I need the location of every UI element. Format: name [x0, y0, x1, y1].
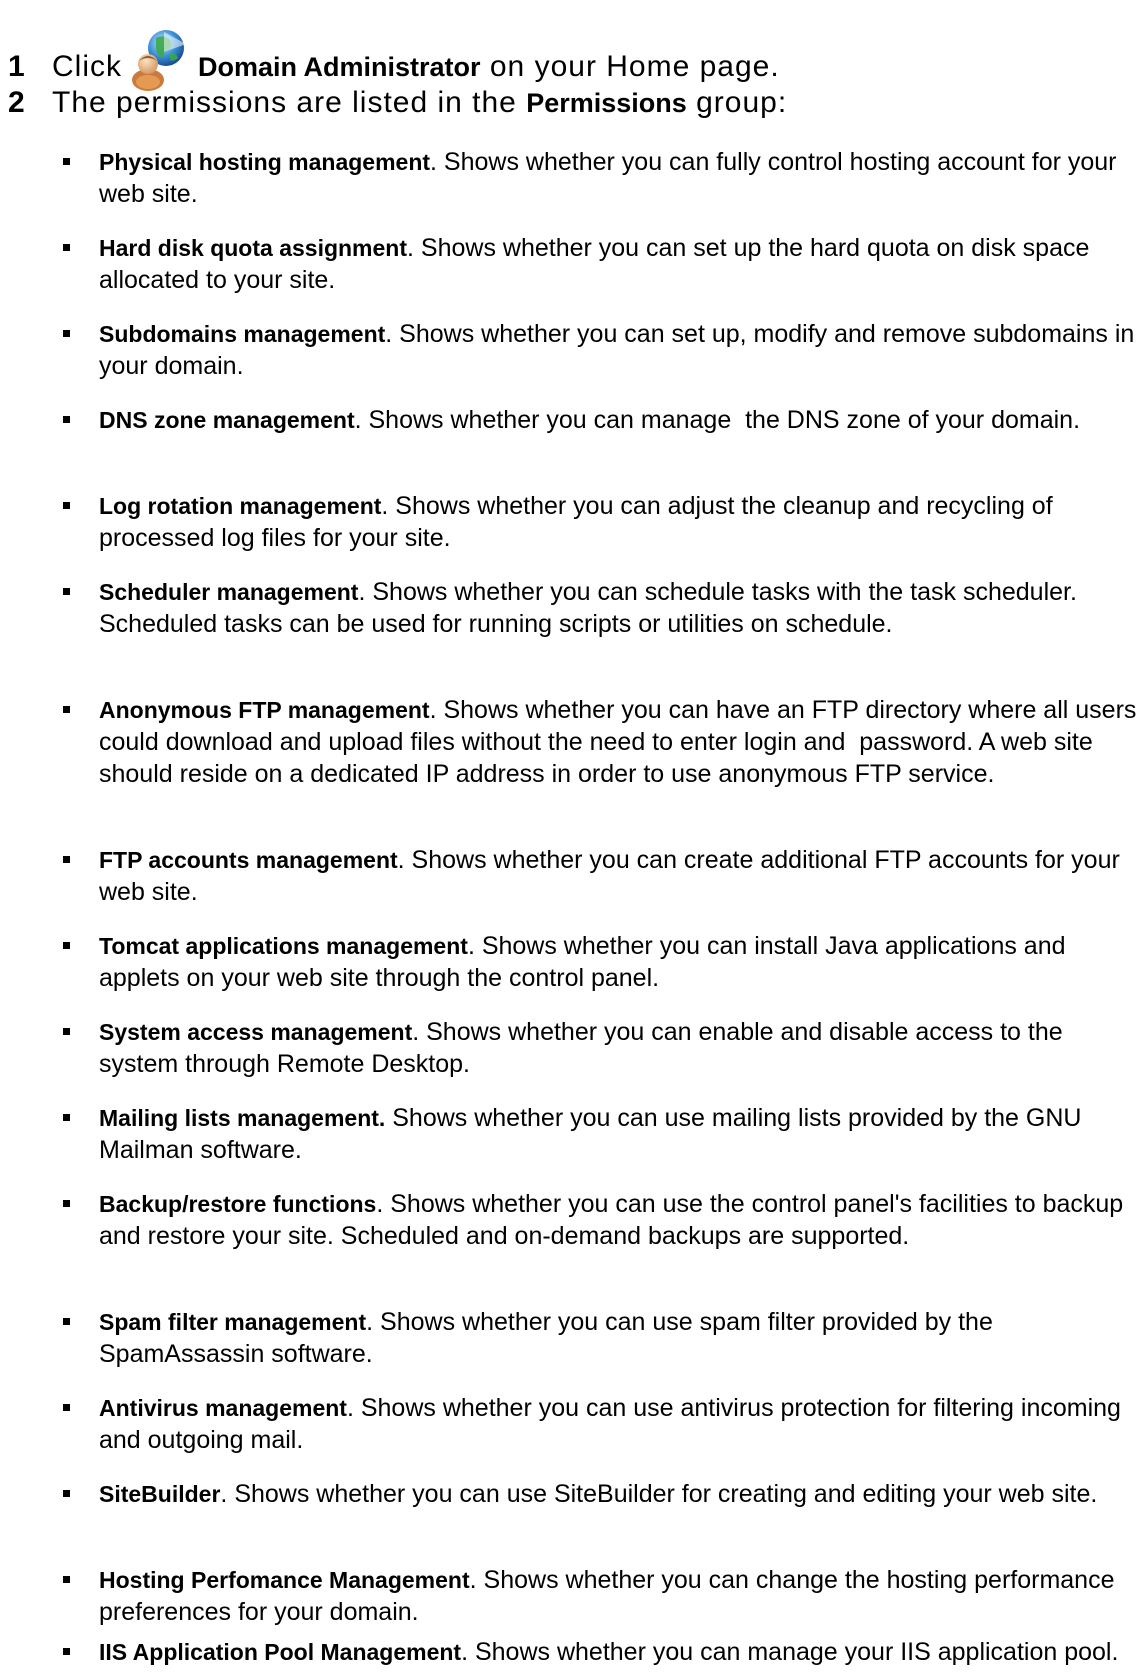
permission-label: System access management — [99, 1019, 413, 1045]
permission-description: . Shows whether you can schedule tasks with the task scheduler. Scheduled tasks can be used for running scripts or utilities on schedule. — [99, 578, 1077, 638]
permission-description: . Shows whether you can use antivirus protection for filtering incoming and outgoing mail. — [99, 1394, 1121, 1454]
step-text-before: The permissions are listed in the — [52, 86, 527, 119]
bullet-icon — [63, 158, 70, 165]
step-2 — [8, 86, 787, 120]
bullet-icon — [63, 502, 70, 509]
permission-description: . Shows whether you can use SiteBuilder for creating and editing your web site. — [220, 1480, 1098, 1508]
permission-description: . Shows whether you can install Java applications and applets on your web site through the control panel. — [99, 932, 1066, 992]
bullet-icon — [63, 1200, 70, 1207]
step-number: 2 — [8, 86, 25, 119]
step-label: Domain Administrator — [198, 51, 481, 82]
permission-label: SiteBuilder — [99, 1481, 221, 1507]
permission-description: . Shows whether you can create additional FTP accounts for your web site. — [99, 846, 1120, 906]
step-text-after: on your Home page. — [480, 50, 780, 83]
permission-label: Log rotation management — [99, 493, 382, 519]
step-label: Permissions — [526, 87, 687, 118]
permission-label: FTP accounts management — [99, 847, 398, 873]
bullet-icon — [63, 706, 70, 713]
permission-description: . Shows whether you can set up, modify and remove subdomains in your domain. — [99, 320, 1135, 380]
permission-label: Tomcat applications management — [99, 933, 468, 959]
permission-label: Physical hosting management — [99, 149, 431, 175]
permission-description: Shows whether you can use mailing lists provided by the GNU Mailman software. — [99, 1104, 1082, 1164]
bullet-icon — [63, 1648, 70, 1655]
bullet-icon — [63, 1404, 70, 1411]
permission-description: . Shows whether you can manage your IIS application pool. — [461, 1638, 1119, 1666]
permission-label: Backup/restore functions — [99, 1191, 377, 1217]
permission-label: Anonymous FTP management — [99, 697, 430, 723]
permission-description: . Shows whether you can enable and disable access to the system through Remote Desktop. — [99, 1018, 1063, 1078]
bullet-icon — [63, 942, 70, 949]
bullet-icon — [63, 588, 70, 595]
permission-description: . Shows whether you can fully control hosting account for your web site. — [99, 148, 1117, 208]
permission-description: . Shows whether you can use spam filter provided by the SpamAssassin software. — [99, 1308, 993, 1368]
bullet-icon — [63, 244, 70, 251]
permission-label: Hard disk quota assignment — [99, 235, 408, 261]
permission-label: Antivirus management — [99, 1395, 347, 1421]
permission-description: . Shows whether you can change the hosting performance preferences for your domain. — [99, 1566, 1115, 1626]
permission-label: DNS zone management — [99, 407, 355, 433]
bullet-icon — [63, 1114, 70, 1121]
bullet-icon — [63, 1576, 70, 1583]
bullet-icon — [63, 856, 70, 863]
permission-description: . Shows whether you can have an FTP directory where all users could download and upload files without the need to enter login and password. A web site should reside on a dedicated IP address in order to use anonymous FTP service. — [99, 696, 1144, 788]
permission-description: . Shows whether you can set up the hard quota on disk space allocated to your site. — [99, 234, 1090, 294]
permission-label: Spam filter management — [99, 1309, 367, 1335]
bullet-icon — [63, 1028, 70, 1035]
step-text-after: group: — [686, 86, 788, 119]
bullet-icon — [63, 1318, 70, 1325]
permission-label: IIS Application Pool Management — [99, 1639, 462, 1665]
permission-description: . Shows whether you can use the control panel's facilities to backup and restore your site. Scheduled and on-demand backups are supported. — [99, 1190, 1124, 1250]
domain-administrator-icon — [126, 26, 192, 92]
permission-label: Subdomains management — [99, 321, 386, 347]
permission-label: Scheduler management — [99, 579, 359, 605]
permission-label: Hosting Perfomance Management — [99, 1567, 470, 1593]
bullet-icon — [63, 1490, 70, 1497]
permission-label: Mailing lists management. — [99, 1105, 386, 1131]
step-number: 1 — [8, 50, 25, 83]
bullet-icon — [63, 416, 70, 423]
step-text-before: Click — [52, 50, 122, 83]
bullet-icon — [63, 330, 70, 337]
permission-description: . Shows whether you can manage the DNS zone of your domain. — [354, 406, 1081, 434]
permission-description: . Shows whether you can adjust the cleanup and recycling of processed log files for your site. — [99, 492, 1053, 552]
